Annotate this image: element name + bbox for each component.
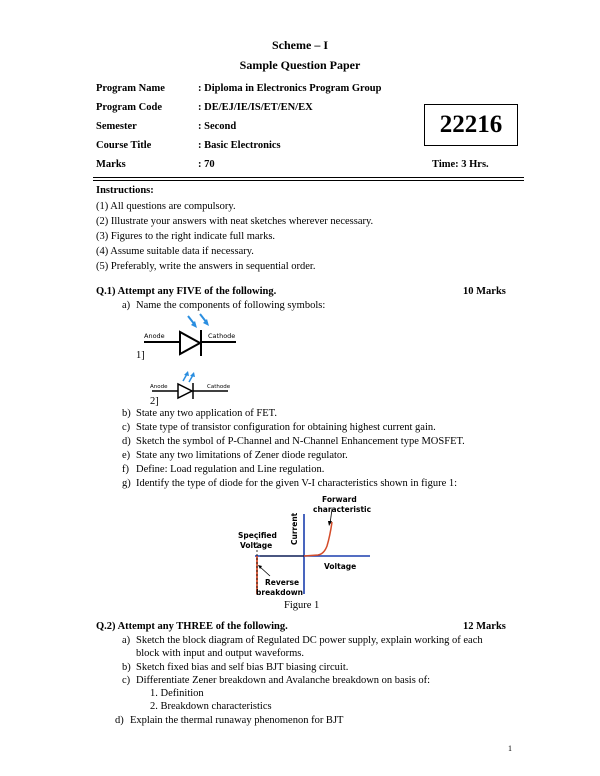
q1-g-letter: g) [122,478,131,489]
q1-c-letter: c) [122,422,131,433]
q2-b-letter: b) [122,662,131,673]
q1-e-text: State any two limitations of Zener diode regulator. [136,450,348,461]
page-title: Sample Question Paper [239,58,361,72]
page-number: 1 [508,744,512,753]
q2-d-letter: d) [115,715,124,726]
figure-characteristic-label: characteristic [313,505,372,514]
instruction-item: (3) Figures to the right indicate full marks. [96,231,276,242]
q1-e-letter: e) [122,450,131,461]
symbol-1-anode-label: Anode [144,332,165,340]
q2-d-text: Explain the thermal runaway phenomenon for BJT [130,715,344,726]
q2-a-text-line2: block with input and output waveforms. [136,648,304,659]
q1-a-letter: a) [122,300,131,311]
figure-breakdown-label: breakdown [256,588,303,597]
figure-voltage-axis-label: Voltage [324,562,357,571]
marks-label: Marks [96,159,126,170]
q2-c-text: Differentiate Zener breakdown and Avalanche breakdown on basis of: [136,675,431,686]
q2-marks: 12 Marks [463,621,506,632]
symbol-2-label: 2] [150,396,159,407]
instruction-item: (4) Assume suitable data if necessary. [96,246,254,257]
instruction-item: (1) All questions are compulsory. [96,201,236,212]
figure-reverse-label: Reverse [265,578,300,587]
symbol-1-cathode-label: Cathode [208,332,236,340]
course-title-label: Course Title [96,140,152,151]
program-code-label: Program Code [96,102,162,113]
figure-caption: Figure 1 [284,600,320,611]
q1-f-text: Define: Load regulation and Line regulation. [136,464,325,475]
semester-label: Semester [96,121,137,132]
time-label: Time: 3 Hrs. [432,159,489,170]
figure-forward-label: Forward [322,495,357,504]
q1-b-letter: b) [122,408,131,419]
semester-value: : Second [198,121,237,132]
q1-d-letter: d) [122,436,131,447]
q1-g-text: Identify the type of diode for the given V-I characteristics shown in figure 1: [136,478,458,489]
course-title-value: : Basic Electronics [198,140,281,151]
q2-a-letter: a) [122,635,131,646]
q2-a-text-line1: Sketch the block diagram of Regulated DC power supply, explain working of each [136,635,483,646]
figure-voltage-label: Voltage [240,541,273,550]
q1-f-letter: f) [122,464,129,475]
instruction-item: (2) Illustrate your answers with neat sketches wherever necessary. [96,216,374,227]
q2-b-text: Sketch fixed bias and self bias BJT biasing circuit. [136,662,349,673]
q1-title: Q.1) Attempt any FIVE of the following. [96,286,277,297]
q2-c-sub-2: 2. Breakdown characteristics [150,701,272,712]
figure-specified-label: Specified [238,531,277,540]
figure-current-axis-label: Current [290,512,299,545]
scheme-title: Scheme – I [272,38,328,52]
marks-value: : 70 [198,159,215,170]
instructions-heading: Instructions: [96,185,154,196]
q1-a-text: Name the components of following symbols: [136,300,326,311]
program-code-value: : DE/EJ/IE/IS/ET/EN/EX [198,102,313,113]
q2-c-letter: c) [122,675,131,686]
symbol-2-anode-label: Anode [150,384,168,390]
q2-title: Q.2) Attempt any THREE of the following. [96,621,288,632]
q1-b-text: State any two application of FET. [136,408,277,419]
symbol-2-cathode-label: Cathode [207,384,231,390]
program-name-label: Program Name [96,83,165,94]
q2-c-sub-1: 1. Definition [150,688,204,699]
symbol-1-label: 1] [136,350,145,361]
divider-bottom [93,180,524,181]
q1-d-text: Sketch the symbol of P-Channel and N-Channel Enhancement type MOSFET. [136,436,465,447]
q1-marks: 10 Marks [463,286,506,297]
instruction-item: (5) Preferably, write the answers in sequential order. [96,261,316,272]
program-name-value: : Diploma in Electronics Program Group [198,83,382,94]
divider-top [93,177,524,178]
course-code-box: 22216 [424,104,518,146]
q1-c-text: State type of transistor configuration for obtaining highest current gain. [136,422,436,433]
